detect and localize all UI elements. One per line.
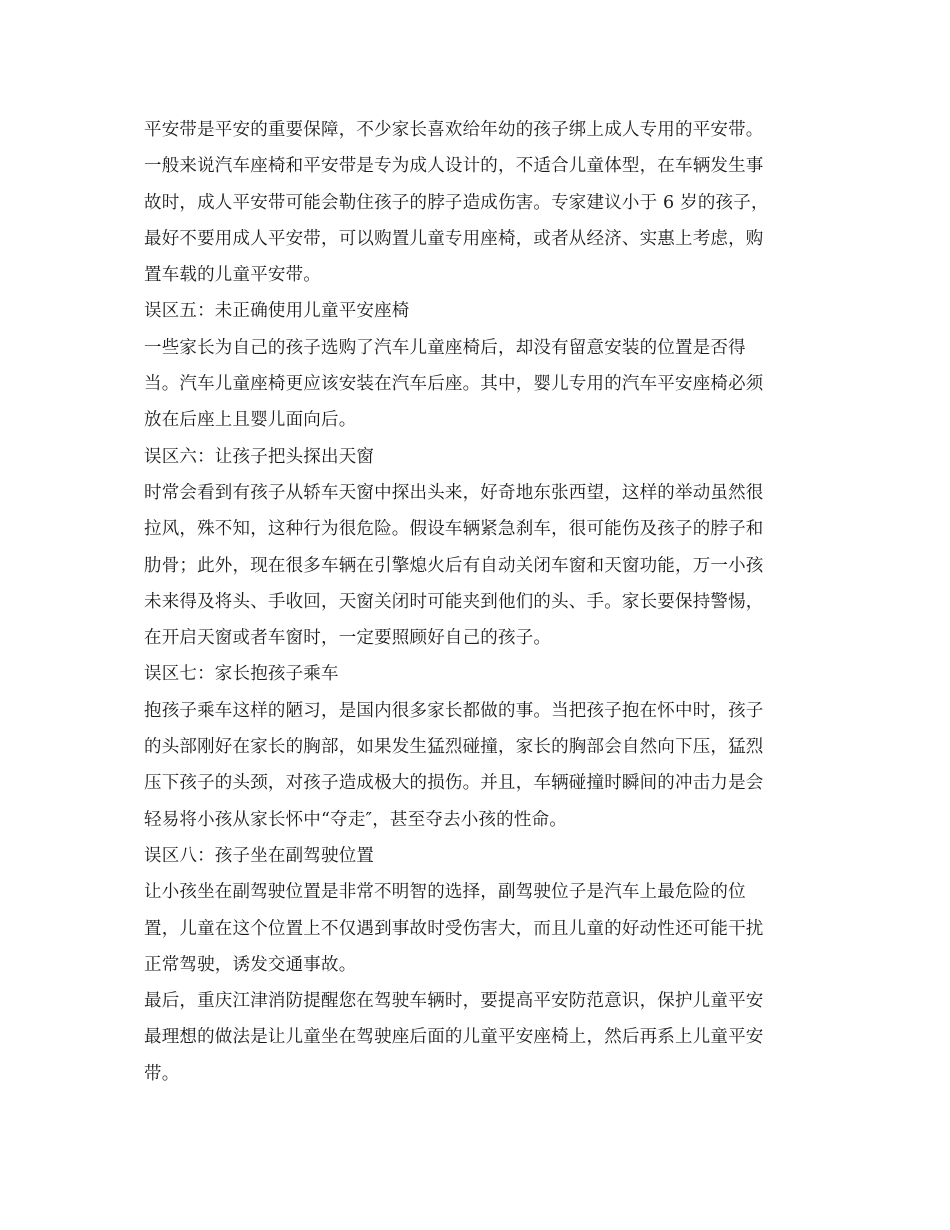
paragraph-line: 带。: [144, 1063, 180, 1084]
paragraph-line: 最好不要用成人平安带，可以购置儿童专用座椅，或者从经济、实惠上考虑，购: [144, 228, 764, 249]
document-body: [144, 112, 804, 1092]
paragraph-line: 肋骨；此外，现在很多车辆在引擎熄火后有自动关闭车窗和天窗功能，万一小孩: [144, 555, 764, 576]
paragraph-line: 让小孩坐在副驾驶位置是非常不明智的选择，副驾驶位子是汽车上最危险的位: [144, 882, 746, 903]
paragraph-line: 置车载的儿童平安带。: [144, 265, 321, 286]
section-heading: 误区七：家长抱孩子乘车: [144, 664, 339, 685]
paragraph-line: 当。汽车儿童座椅更应该安装在汽车后座。其中，婴儿专用的汽车平安座椅必须: [144, 374, 764, 395]
paragraph-line: 时常会看到有孩子从轿车天窗中探出头来，好奇地东张西望，这样的举动虽然很: [144, 482, 764, 503]
paragraph-line: 压下孩子的头颈，对孩子造成极大的损伤。并且，车辆碰撞时瞬间的冲击力是会: [144, 773, 764, 794]
section-heading: 误区六：让孩子把头探出天窗: [144, 446, 375, 467]
paragraph-line: 的头部刚好在家长的胸部，如果发生猛烈碰撞，家长的胸部会自然向下压，猛烈: [144, 737, 764, 758]
paragraph-line: 最理想的做法是让儿童坐在驾驶座后面的儿童平安座椅上，然后再系上儿童平安: [144, 1027, 764, 1048]
paragraph-line: 一般来说汽车座椅和平安带是专为成人设计的，不适合儿童体型，在车辆发生事: [144, 156, 764, 177]
paragraph-line: 最后，重庆江津消防提醒您在驾驶车辆时，要提高平安防范意识，保护儿童平安: [144, 991, 764, 1012]
paragraph-line: 拉风，殊不知，这种行为很危险。假设车辆紧急刹车，很可能伤及孩子的脖子和: [144, 519, 764, 540]
paragraph-line: 一些家长为自己的孩子选购了汽车儿童座椅后，却没有留意安装的位置是否得: [144, 337, 746, 358]
paragraph-line: 放在后座上且婴儿面向后。: [144, 410, 357, 431]
paragraph-line: 轻易将小孩从家长怀中“夺走″，甚至夺去小孩的性命。: [144, 809, 567, 830]
paragraph-line: 未来得及将头、手收回，天窗关闭时可能夹到他们的头、手。家长要保持警惕，: [144, 591, 764, 612]
paragraph-line: 平安带是平安的重要保障，不少家长喜欢给年幼的孩子绑上成人专用的平安带。: [144, 120, 764, 140]
paragraph-line: 正常驾驶，诱发交通事故。: [144, 954, 357, 975]
paragraph-line: 抱孩子乘车这样的陋习，是国内很多家长都做的事。当把孩子抱在怀中时，孩子: [144, 700, 764, 721]
paragraph-line: 在开启天窗或者车窗时，一定要照顾好自己的孩子。: [144, 628, 552, 649]
paragraph-line: 置，儿童在这个位置上不仅遇到事故时受伤害大，而且儿童的好动性还可能干扰: [144, 918, 764, 939]
paragraph-line: 故时，成人平安带可能会勒住孩子的脖子造成伤害。专家建议小于 6 岁的孩子，: [144, 192, 769, 213]
section-heading: 误区五：未正确使用儿童平安座椅: [144, 301, 410, 322]
section-heading: 误区八：孩子坐在副驾驶位置: [144, 845, 375, 866]
